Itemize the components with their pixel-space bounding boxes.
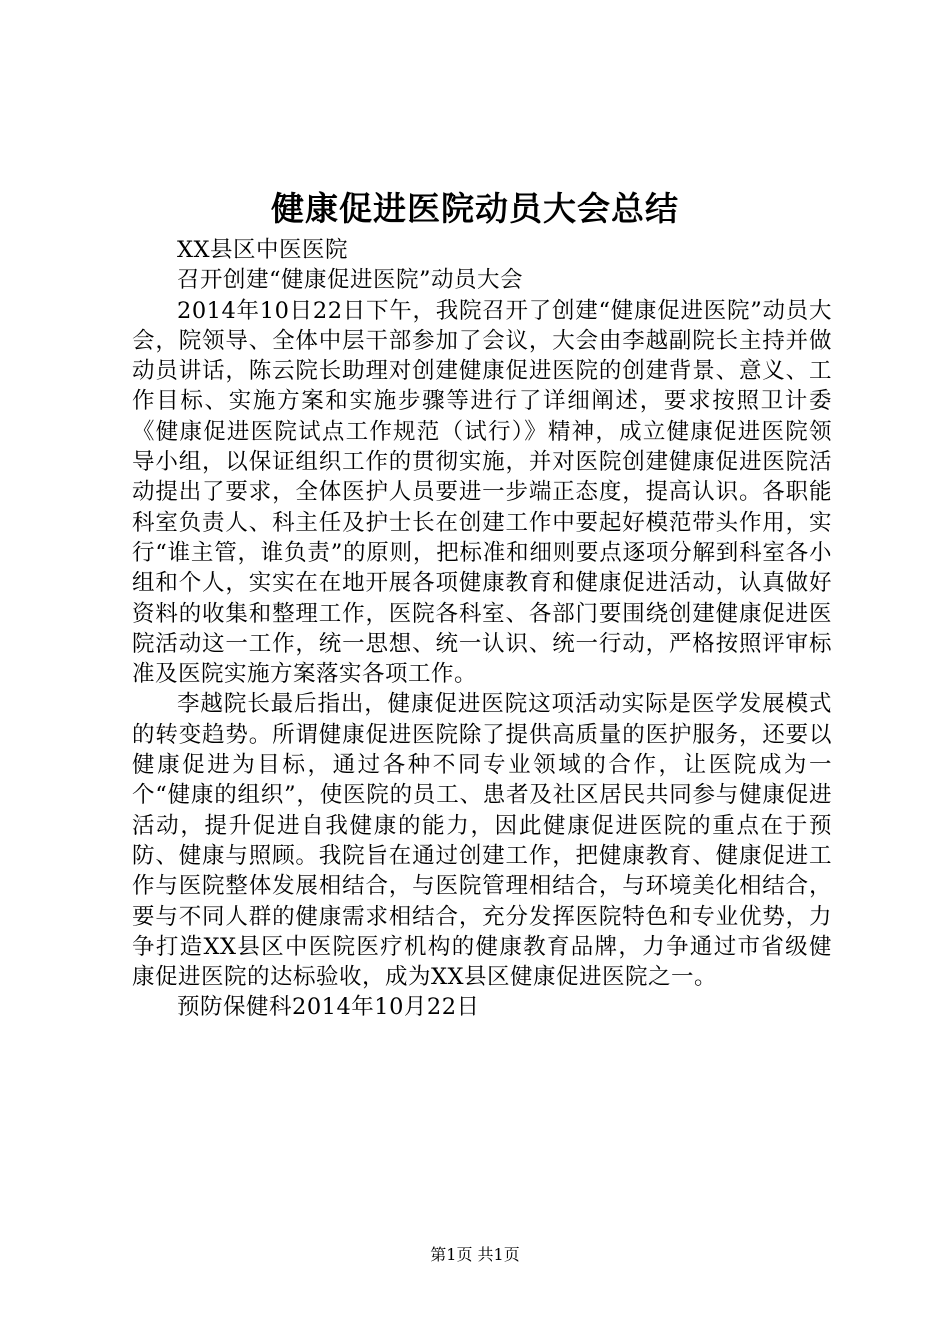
event-heading-line: 召开创建“健康促进医院”动员大会: [177, 267, 524, 294]
body-paragraph-2: 李越院长最后指出，健康促进医院这项活动实际是医学发展模式的转变趋势。所谓健康促进医院除了提供高质量的医护服务，还要以健康促进为目标，通过各种不同专业领域的合作，让医院成为一个“健康的组织”，使医院的员工、患者及社区居民共同参与健康促进活动，提升促进自我健康的能力，因此健康促进医院的重点在于预防、健康与照顾。我院旨在通过创建工作，把健康教育、健康促进工作与医院整体发展相结合，与医院管理相结合，与环境美化相结合，要与不同人群的健康需求相结合，充分发挥医院特色和专业优势，力争打造XX县区中医院医疗机构的健康教育品牌，力争通过市省级健康促进医院的达标验收，成为XX县区健康促进医院之一。: [132, 691, 832, 991]
signature-date-line: 预防保健科2014年10月22日: [177, 994, 480, 1021]
page-footer: 第1页 共1页: [430, 1245, 520, 1264]
document-body: [132, 235, 832, 1023]
body-paragraph-1: 2014年10日22日下午，我院召开了创建“健康促进医院”动员大会，院领导、全体中层干部参加了会议，大会由李越副院长主持并做动员讲话，陈云院长助理对创建健康促进医院的创建背景、意义、工作目标、实施方案和实施步骤等进行了详细阐述，要求按照卫计委《健康促进医院试点工作规范（试行）》精神，成立健康促进医院领导小组，以保证组织工作的贯彻实施，并对医院创建健康促进医院活动提出了要求，全体医护人员要进一步端正态度，提高认识。各职能科室负责人、科主任及护士长在创建工作中要起好模范带头作用，实行“谁主管，谁负责”的原则，把标准和细则要点逐项分解到科室各小组和个人，实实在在地开展各项健康教育和健康促进活动，认真做好资料的收集和整理工作，医院各科室、各部门要围绕创建健康促进医院活动这一工作，统一思想、统一认识、统一行动，严格按照评审标准及医院实施方案落实各项工作。: [132, 297, 832, 688]
document-title: 健康促进医院动员大会总结: [271, 189, 679, 228]
organization-line: XX县区中医医院: [177, 237, 349, 263]
